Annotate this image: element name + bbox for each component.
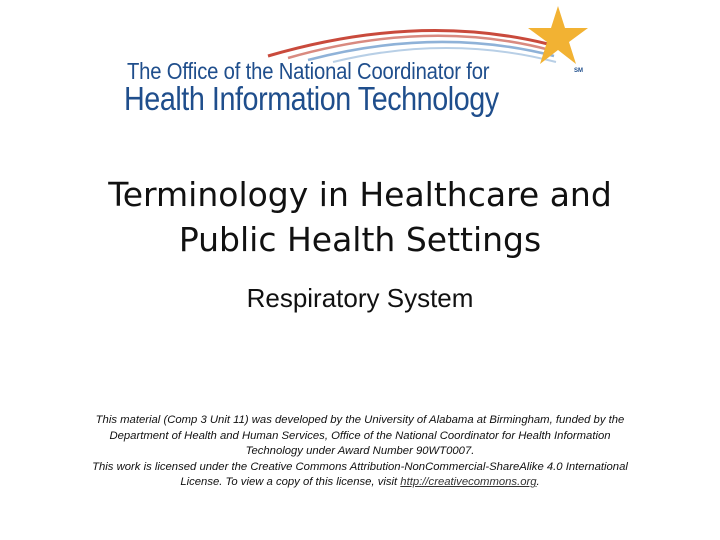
slide-subtitle: Respiratory System <box>246 283 474 313</box>
logo-line-2: Health Information Technology <box>124 80 499 117</box>
footer-line-2: Department of Health and Human Services, Office of the National Coordinator for Health Information <box>109 429 611 442</box>
onc-logo <box>118 4 598 122</box>
star-icon <box>528 6 588 64</box>
footer-line-4: This work is licensed under the Creative Commons Attribution-NonCommercial-ShareAlike 4.0 International <box>92 460 628 473</box>
license-text: License. To view a copy of this license, visit <box>180 476 401 488</box>
license-link[interactable]: http://creativecommons.org <box>400 476 537 488</box>
footer-line-5 <box>60 475 660 491</box>
attribution-footer <box>60 413 660 491</box>
slide-title <box>0 172 720 262</box>
logo-line-1: The Office of the National Coordinator for <box>127 58 490 84</box>
title-line-2: Public Health Settings <box>178 220 542 259</box>
title-line-1: Terminology in Healthcare and <box>108 175 612 214</box>
footer-line-1: This material (Comp 3 Unit 11) was developed by the University of Alabama at Birmingham, funded by the <box>95 414 625 426</box>
license-period: . <box>536 476 540 488</box>
service-mark: SM <box>574 68 583 74</box>
footer-line-3: Technology under Award Number 90WT0007. <box>245 445 475 457</box>
